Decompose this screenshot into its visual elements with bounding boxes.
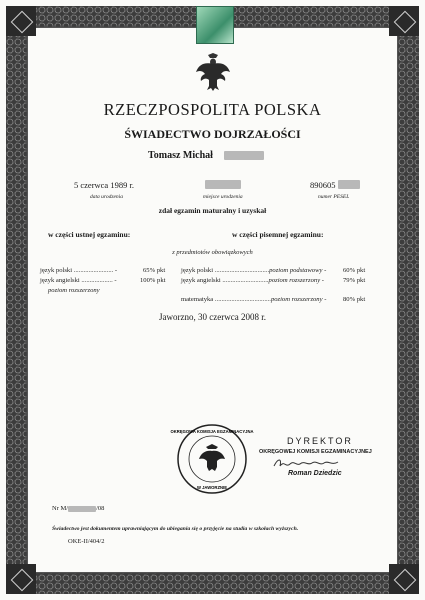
document-title: ŚWIADECTWO DOJRZAŁOŚCI bbox=[124, 127, 301, 141]
mandatory-subjects-heading: z przedmiotów obowiązkowych bbox=[172, 249, 253, 256]
oral-subject: język angielski ................... - bbox=[40, 277, 117, 284]
signatory-name: Roman Dziedzic bbox=[288, 470, 342, 477]
signatory-institution: OKRĘGOWEJ KOMISJI EGZAMINACYJNEJ bbox=[259, 449, 372, 455]
written-subject: matematyka ..................................poziom rozszerzony - bbox=[181, 296, 327, 303]
oral-section-heading: w części ustnej egzaminu: bbox=[48, 230, 131, 239]
redacted-birth-place bbox=[205, 180, 241, 189]
hologram-sticker bbox=[196, 6, 234, 44]
seal-ring-text: OKRĘGOWA KOMISJA EGZAMINACYJNA bbox=[170, 429, 254, 434]
birth-date: 5 czerwca 1989 r. bbox=[74, 180, 134, 190]
certificate-number: Nr M/ /08 bbox=[52, 505, 105, 512]
place-and-date: Jaworzno, 30 czerwca 2008 r. bbox=[159, 312, 266, 322]
written-subject: język angielski ............................poziom rozszerzony - bbox=[181, 277, 325, 284]
oral-score: 65% pkt bbox=[143, 267, 166, 274]
signatory-role: DYREKTOR bbox=[287, 436, 353, 446]
legal-notice: Świadectwo jest dokumentem uprawniającym do ubiegania się o przyjęcie na studia w szkołach wyższych. bbox=[52, 526, 299, 532]
birth-date-label: data urodzenia bbox=[90, 194, 123, 200]
oral-level: poziom rozszerzony bbox=[48, 287, 100, 294]
corner-ornament bbox=[6, 6, 36, 36]
form-code: OKE-II/404/2 bbox=[68, 538, 105, 545]
pesel-number: 890605 bbox=[310, 180, 336, 190]
redacted-pesel bbox=[338, 180, 360, 189]
seal-city-text: W JAWORZNIE bbox=[196, 485, 228, 490]
pesel-label: numer PESEL bbox=[318, 194, 350, 200]
written-score: 79% pkt bbox=[343, 277, 366, 284]
oral-subject: język polski ........................ - bbox=[40, 267, 118, 274]
written-score: 80% pkt bbox=[343, 296, 366, 303]
written-subject: język polski .................................poziom podstawowy - bbox=[181, 267, 327, 274]
written-score: 60% pkt bbox=[343, 267, 366, 274]
written-section-heading: w części pisemnej egzaminu: bbox=[232, 230, 324, 239]
official-seal-icon bbox=[170, 423, 254, 495]
redacted-surname bbox=[224, 151, 264, 160]
corner-ornament bbox=[389, 564, 419, 594]
eagle-emblem-icon bbox=[195, 52, 231, 92]
republic-heading: RZECZPOSPOLITA POLSKA bbox=[103, 100, 322, 119]
oral-score: 100% pkt bbox=[140, 277, 166, 284]
birth-place-label: miejsce urodzenia bbox=[203, 194, 243, 200]
student-name: Tomasz Michał bbox=[148, 150, 213, 161]
passed-statement: zdał egzamin maturalny i uzyskał bbox=[158, 206, 267, 215]
corner-ornament bbox=[389, 6, 419, 36]
corner-ornament bbox=[6, 564, 36, 594]
